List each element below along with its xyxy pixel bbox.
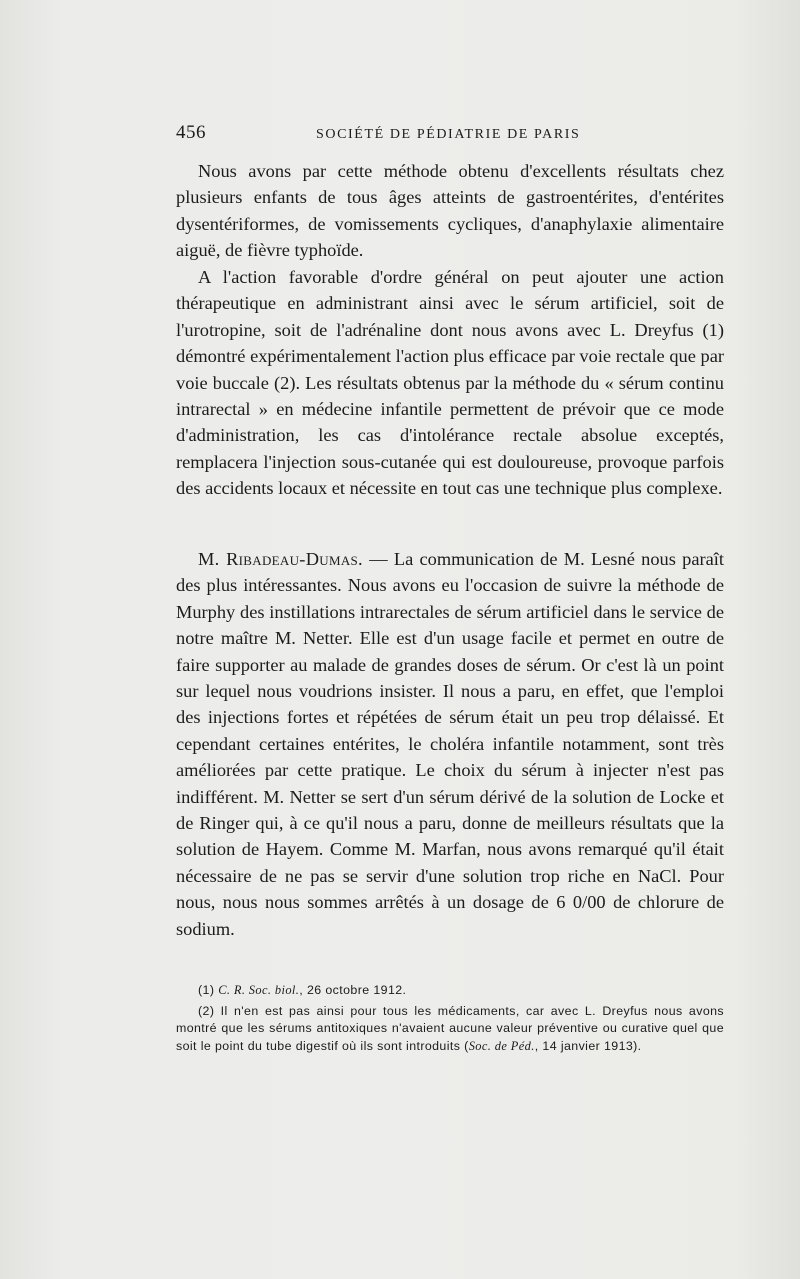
footnote-1 [176, 982, 724, 999]
paragraph-results [176, 158, 724, 264]
footnote-1-mark: (1) [198, 983, 219, 997]
paragraph-text [176, 546, 724, 942]
em-dash: — [362, 549, 394, 569]
page-number: 456 [176, 122, 206, 143]
footnote-1-date: , 26 octobre 1912. [299, 983, 407, 997]
speaker-name: M. Ribadeau-Dumas. [198, 549, 363, 569]
paragraph-ribadeau-dumas [176, 546, 724, 942]
speaker-remarks: La communication de M. Lesné nous paraît des plus intéressantes. Nous avons eu l'occasion de suivre la méthode de Murphy des instillations intrarectales de sérum artificiel dans le service de notre maître M. Netter. Elle est d'un usage facile et permet en outre de faire supporter au malade de grandes doses de sérum. Or c'est là un point sur lequel nous voudrions insister. Il nous a paru, en effet, que l'emploi des injections fortes et répétées de sérum était un peu trop délaissé. Et cependant certaines entérites, le choléra infantile notamment, sont très améliorées par cette pratique. Le choix du sérum à injecter n'est pas indifférent. M. Netter se sert d'un sérum dérivé de la solution de Locke et de Ringer qui, à ce qu'il nous a paru, donne de meilleurs résultats que la solution de Hayem. Comme M. Marfan, nous avons remarqué qu'il était nécessaire de ne pas se servir d'une solution trop riche en NaCl. Pour nous, nous nous sommes arrêtés à un dosage de 6 0/00 de chlorure de sodium. [176, 549, 724, 939]
paragraph-therapeutic-action [176, 264, 724, 502]
footnote-1-source: C. R. Soc. biol. [218, 983, 300, 997]
paragraph-text: A l'action favorable d'ordre général on peut ajouter une action thérapeutique en administrant ainsi avec le sérum artificiel, soit de l'urotropine, soit de l'adrénaline dont nous avons avec L. Dreyfus (1) démontré expérimentalement l'action plus efficace par voie rectale que par voie buccale (2). Les résultats obtenus par la méthode du « sérum continu intrarectal » en médecine infantile permettent de prévoir que ce mode d'administration, les cas d'intolérance rectale absolue exceptés, remplacera l'injection sous-cutanée qui est douloureuse, provoque parfois des accidents locaux et nécessite en tout cas une technique plus complexe. [176, 267, 724, 499]
footnote-2-source: Soc. de Péd. [468, 1038, 535, 1053]
running-title: SOCIÉTÉ DE PÉDIATRIE DE PARIS [316, 127, 581, 142]
footnote-2-date: , 14 janvier 1913). [534, 1038, 642, 1053]
paragraph-text: Nous avons par cette méthode obtenu d'excellents résultats chez plusieurs enfants de tous âges atteints de gastroentérites, d'entérites dysentériformes, de vomissements cycliques, d'anaphylaxie alimentaire aiguë, de fièvre typhoïde. [176, 161, 724, 261]
footnote-2-text: (2) Il n'en est pas ainsi pour tous les médicaments, car avec L. Dreyfus nous avons montré que les sérums antitoxiques n'avaient aucune valeur préventive ou curative quel que soit le point du tube digestif où ils sont introduits ( [176, 1004, 724, 1053]
footnotes [176, 982, 724, 1055]
page-header [176, 122, 736, 146]
footnote-2 [176, 1003, 724, 1055]
